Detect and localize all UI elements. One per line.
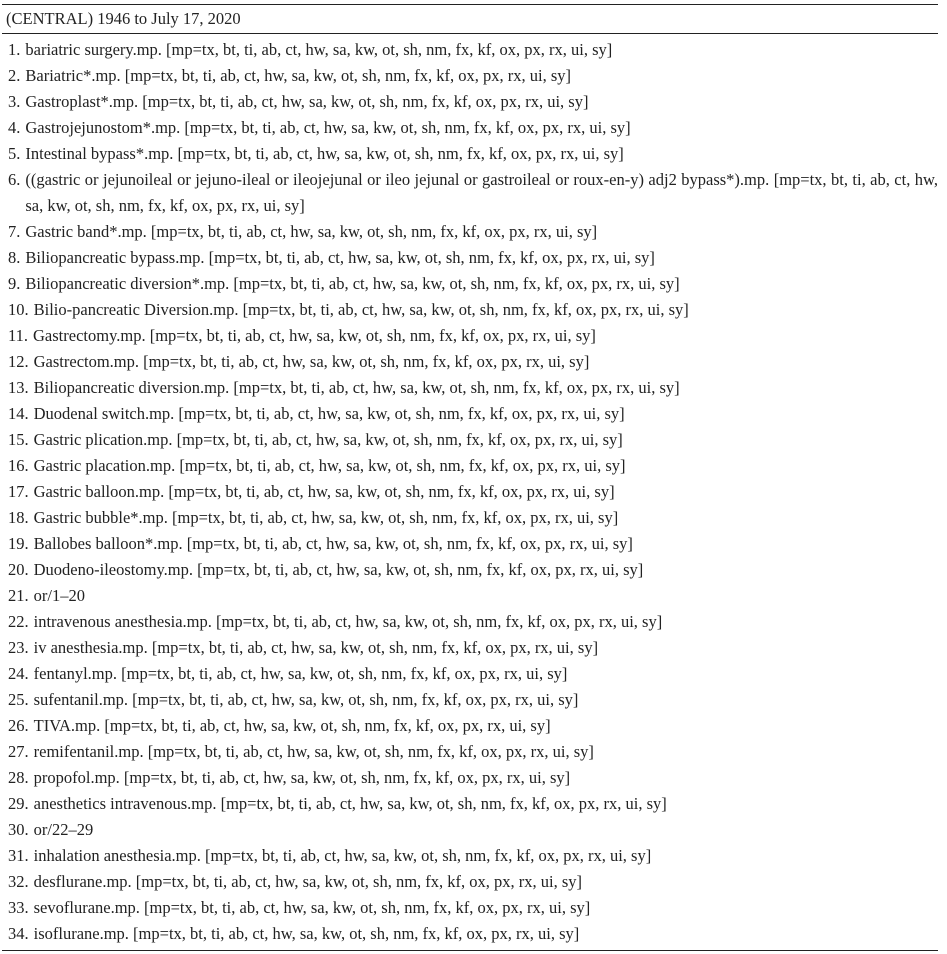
search-line-26 bbox=[2, 713, 938, 739]
search-line-30 bbox=[2, 817, 938, 843]
search-line-text: ((gastric or jejunoileal or jejuno-ileal or ileojejunal or ileo jejunal or gastroileal or roux-en-y) adj2 bypass*).mp. [mp=tx, bt, ti, ab, ct, hw, sa, kw, ot, sh, nm, fx, kf, ox, px, rx, ui, sy] bbox=[25, 170, 938, 215]
search-line-number: 17. bbox=[8, 482, 29, 501]
search-line-text: bariatric surgery.mp. [mp=tx, bt, ti, ab, ct, hw, sa, kw, ot, sh, nm, fx, kf, ox, px, rx, ui, sy] bbox=[25, 40, 613, 59]
search-line-number: 6. bbox=[8, 170, 21, 189]
search-line-text: Gastric bubble*.mp. [mp=tx, bt, ti, ab, ct, hw, sa, kw, ot, sh, nm, fx, kf, ox, px, rx, ui, sy] bbox=[33, 508, 619, 527]
search-line-28 bbox=[2, 765, 938, 791]
search-line-text: TIVA.mp. [mp=tx, bt, ti, ab, ct, hw, sa, kw, ot, sh, nm, fx, kf, ox, px, rx, ui, sy] bbox=[33, 716, 551, 735]
search-line-34 bbox=[2, 921, 938, 947]
search-line-text: sevoflurane.mp. [mp=tx, bt, ti, ab, ct, hw, sa, kw, ot, sh, nm, fx, kf, ox, px, rx, ui, sy] bbox=[33, 898, 591, 917]
search-line-9 bbox=[2, 271, 938, 297]
search-line-number: 27. bbox=[8, 742, 29, 761]
search-line-number: 32. bbox=[8, 872, 29, 891]
search-line-15 bbox=[2, 427, 938, 453]
search-line-text: Gastrojejunostom*.mp. [mp=tx, bt, ti, ab, ct, hw, sa, kw, ot, sh, nm, fx, kf, ox, px, rx, ui, sy] bbox=[25, 118, 631, 137]
search-line-6 bbox=[2, 167, 938, 219]
search-strategy-table bbox=[2, 4, 938, 951]
search-line-number: 16. bbox=[8, 456, 29, 475]
search-line-text: Biliopancreatic diversion*.mp. [mp=tx, bt, ti, ab, ct, hw, sa, kw, ot, sh, nm, fx, kf, ox, px, rx, ui, sy] bbox=[25, 274, 680, 293]
search-line-text: Biliopancreatic diversion.mp. [mp=tx, bt, ti, ab, ct, hw, sa, kw, ot, sh, nm, fx, kf, ox, px, rx, ui, sy] bbox=[33, 378, 680, 397]
search-line-text: inhalation anesthesia.mp. [mp=tx, bt, ti, ab, ct, hw, sa, kw, ot, sh, nm, fx, kf, ox, px, rx, ui, sy] bbox=[33, 846, 652, 865]
search-line-20 bbox=[2, 557, 938, 583]
search-line-text: or/22–29 bbox=[33, 820, 94, 839]
search-line-text: intravenous anesthesia.mp. [mp=tx, bt, ti, ab, ct, hw, sa, kw, ot, sh, nm, fx, kf, ox, px, rx, ui, sy] bbox=[33, 612, 663, 631]
search-line-number: 26. bbox=[8, 716, 29, 735]
search-line-number: 10. bbox=[8, 300, 29, 319]
search-line-number: 25. bbox=[8, 690, 29, 709]
search-line-number: 21. bbox=[8, 586, 29, 605]
search-line-31 bbox=[2, 843, 938, 869]
search-line-number: 28. bbox=[8, 768, 29, 787]
search-line-number: 2. bbox=[8, 66, 21, 85]
search-line-number: 29. bbox=[8, 794, 29, 813]
search-line-21 bbox=[2, 583, 938, 609]
search-line-1 bbox=[2, 37, 938, 63]
search-line-number: 5. bbox=[8, 144, 21, 163]
search-line-text: isoflurane.mp. [mp=tx, bt, ti, ab, ct, hw, sa, kw, ot, sh, nm, fx, kf, ox, px, rx, ui, sy] bbox=[33, 924, 580, 943]
search-line-number: 18. bbox=[8, 508, 29, 527]
search-line-3 bbox=[2, 89, 938, 115]
search-line-number: 14. bbox=[8, 404, 29, 423]
search-line-27 bbox=[2, 739, 938, 765]
search-line-number: 31. bbox=[8, 846, 29, 865]
search-line-text: Gastric balloon.mp. [mp=tx, bt, ti, ab, ct, hw, sa, kw, ot, sh, nm, fx, kf, ox, px, rx, ui, sy] bbox=[33, 482, 615, 501]
search-line-text: Gastric band*.mp. [mp=tx, bt, ti, ab, ct, hw, sa, kw, ot, sh, nm, fx, kf, ox, px, rx, ui, sy] bbox=[25, 222, 598, 241]
search-line-number: 24. bbox=[8, 664, 29, 683]
search-line-number: 23. bbox=[8, 638, 29, 657]
search-line-22 bbox=[2, 609, 938, 635]
bottom-rule bbox=[2, 950, 938, 951]
search-line-text: iv anesthesia.mp. [mp=tx, bt, ti, ab, ct, hw, sa, kw, ot, sh, nm, fx, kf, ox, px, rx, ui, sy] bbox=[33, 638, 599, 657]
search-line-17 bbox=[2, 479, 938, 505]
search-line-text: Duodeno-ileostomy.mp. [mp=tx, bt, ti, ab, ct, hw, sa, kw, ot, sh, nm, fx, kf, ox, px, rx, ui, sy] bbox=[33, 560, 644, 579]
search-line-25 bbox=[2, 687, 938, 713]
search-line-number: 34. bbox=[8, 924, 29, 943]
search-line-5 bbox=[2, 141, 938, 167]
search-line-32 bbox=[2, 869, 938, 895]
search-line-text: Biliopancreatic bypass.mp. [mp=tx, bt, ti, ab, ct, hw, sa, kw, ot, sh, nm, fx, kf, ox, px, rx, ui, sy] bbox=[25, 248, 655, 267]
search-line-16 bbox=[2, 453, 938, 479]
search-line-number: 1. bbox=[8, 40, 21, 59]
search-line-text: anesthetics intravenous.mp. [mp=tx, bt, ti, ab, ct, hw, sa, kw, ot, sh, nm, fx, kf, ox, px, rx, ui, sy] bbox=[33, 794, 667, 813]
search-line-text: sufentanil.mp. [mp=tx, bt, ti, ab, ct, hw, sa, kw, ot, sh, nm, fx, kf, ox, px, rx, ui, sy] bbox=[33, 690, 579, 709]
search-line-number: 13. bbox=[8, 378, 29, 397]
search-line-text: Intestinal bypass*.mp. [mp=tx, bt, ti, ab, ct, hw, sa, kw, ot, sh, nm, fx, kf, ox, px, rx, ui, sy] bbox=[25, 144, 624, 163]
search-line-text: Gastric placation.mp. [mp=tx, bt, ti, ab, ct, hw, sa, kw, ot, sh, nm, fx, kf, ox, px, rx, ui, sy] bbox=[33, 456, 626, 475]
search-line-12 bbox=[2, 349, 938, 375]
search-line-number: 12. bbox=[8, 352, 29, 371]
search-line-number: 19. bbox=[8, 534, 29, 553]
search-line-33 bbox=[2, 895, 938, 921]
search-line-text: Bariatric*.mp. [mp=tx, bt, ti, ab, ct, hw, sa, kw, ot, sh, nm, fx, kf, ox, px, rx, ui, sy] bbox=[25, 66, 572, 85]
search-line-7 bbox=[2, 219, 938, 245]
search-line-2 bbox=[2, 63, 938, 89]
search-line-text: Gastrectom.mp. [mp=tx, bt, ti, ab, ct, hw, sa, kw, ot, sh, nm, fx, kf, ox, px, rx, ui, sy] bbox=[33, 352, 590, 371]
search-line-number: 33. bbox=[8, 898, 29, 917]
search-line-text: fentanyl.mp. [mp=tx, bt, ti, ab, ct, hw, sa, kw, ot, sh, nm, fx, kf, ox, px, rx, ui, sy] bbox=[33, 664, 568, 683]
search-line-4 bbox=[2, 115, 938, 141]
search-line-text: Duodenal switch.mp. [mp=tx, bt, ti, ab, ct, hw, sa, kw, ot, sh, nm, fx, kf, ox, px, rx, ui, sy] bbox=[33, 404, 625, 423]
search-line-text: Gastric plication.mp. [mp=tx, bt, ti, ab, ct, hw, sa, kw, ot, sh, nm, fx, kf, ox, px, rx, ui, sy] bbox=[33, 430, 623, 449]
search-line-14 bbox=[2, 401, 938, 427]
search-line-number: 7. bbox=[8, 222, 21, 241]
search-line-number: 30. bbox=[8, 820, 29, 839]
search-line-text: Gastroplast*.mp. [mp=tx, bt, ti, ab, ct, hw, sa, kw, ot, sh, nm, fx, kf, ox, px, rx, ui, sy] bbox=[25, 92, 589, 111]
search-line-10 bbox=[2, 297, 938, 323]
search-line-8 bbox=[2, 245, 938, 271]
search-line-text: propofol.mp. [mp=tx, bt, ti, ab, ct, hw, sa, kw, ot, sh, nm, fx, kf, ox, px, rx, ui, sy] bbox=[33, 768, 571, 787]
search-line-number: 8. bbox=[8, 248, 21, 267]
search-line-number: 22. bbox=[8, 612, 29, 631]
table-header: (CENTRAL) 1946 to July 17, 2020 bbox=[6, 9, 241, 28]
search-line-number: 15. bbox=[8, 430, 29, 449]
search-line-number: 9. bbox=[8, 274, 21, 293]
search-line-text: Gastrectomy.mp. [mp=tx, bt, ti, ab, ct, hw, sa, kw, ot, sh, nm, fx, kf, ox, px, rx, ui, sy] bbox=[33, 326, 596, 345]
search-line-text: remifentanil.mp. [mp=tx, bt, ti, ab, ct, hw, sa, kw, ot, sh, nm, fx, kf, ox, px, rx, ui, sy] bbox=[33, 742, 594, 761]
search-line-text: or/1–20 bbox=[33, 586, 85, 605]
search-line-19 bbox=[2, 531, 938, 557]
search-line-text: Ballobes balloon*.mp. [mp=tx, bt, ti, ab, ct, hw, sa, kw, ot, sh, nm, fx, kf, ox, px, rx, ui, sy] bbox=[33, 534, 633, 553]
search-line-24 bbox=[2, 661, 938, 687]
search-line-29 bbox=[2, 791, 938, 817]
search-line-23 bbox=[2, 635, 938, 661]
search-line-number: 11. bbox=[8, 326, 29, 345]
search-line-text: desflurane.mp. [mp=tx, bt, ti, ab, ct, hw, sa, kw, ot, sh, nm, fx, kf, ox, px, rx, ui, sy] bbox=[33, 872, 583, 891]
search-line-number: 4. bbox=[8, 118, 21, 137]
search-line-11 bbox=[2, 323, 938, 349]
search-line-13 bbox=[2, 375, 938, 401]
search-line-text: Bilio-pancreatic Diversion.mp. [mp=tx, bt, ti, ab, ct, hw, sa, kw, ot, sh, nm, fx, kf, ox, px, rx, ui, sy] bbox=[33, 300, 689, 319]
search-line-18 bbox=[2, 505, 938, 531]
search-line-number: 20. bbox=[8, 560, 29, 579]
search-line-list bbox=[2, 34, 938, 950]
search-line-number: 3. bbox=[8, 92, 21, 111]
